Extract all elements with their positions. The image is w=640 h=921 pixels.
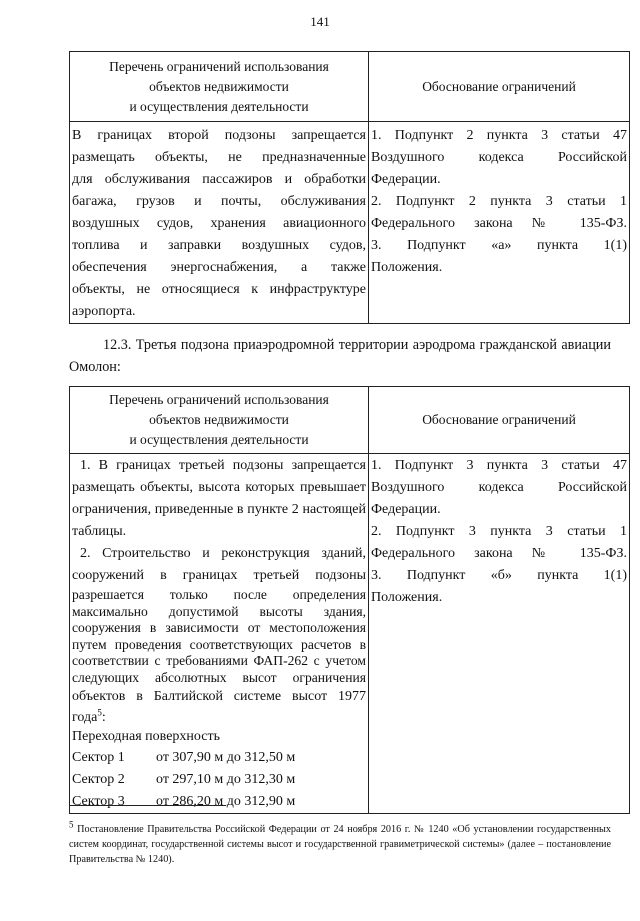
text-line <box>72 708 366 727</box>
header-line: и осуществления деятельности <box>129 432 309 447</box>
restrictions-table-zone-3 <box>69 386 630 814</box>
table-header-row <box>70 52 630 122</box>
header-justification: Обоснование ограничений <box>369 387 630 454</box>
sector-name: Сектор 1 <box>72 750 125 765</box>
text-line: 1. В границах третьей подзоны запрещается <box>80 458 366 473</box>
sector-row <box>72 769 366 791</box>
sector-range: от 286,20 м до 312,90 м <box>156 794 296 809</box>
text-line: сооружений в границах третьей подзоны <box>72 568 366 583</box>
text-line: Федерального закона № 135-ФЗ. <box>371 216 627 231</box>
header-line: объектов недвижимости <box>149 78 289 94</box>
text-line: Воздушного кодекса Российской <box>371 480 627 495</box>
text-line: следующих абсолютных высот ограничения <box>72 669 366 685</box>
footnote-separator <box>69 805 226 806</box>
section-heading: 12.3. Третья подзона приаэродромной территории аэродрома гражданской авиации Омолон: <box>69 337 611 375</box>
text-line: багажа, грузов и почты, обслуживания <box>72 194 366 209</box>
text-line: 1. Подпункт 2 пункта 3 статьи 47 <box>371 128 627 143</box>
text-line: Федерации. <box>371 172 441 187</box>
sector-row <box>72 791 366 813</box>
text-line: Федерального закона № 135-ФЗ. <box>371 546 627 561</box>
header-line: и осуществления деятельности <box>129 98 309 114</box>
text-line: объекты, не относящиеся к инфраструктуре <box>72 282 366 297</box>
text-fragment: : <box>101 710 106 725</box>
header-line: объектов недвижимости <box>149 412 289 427</box>
text-line: ограничения, приведенные в пункте 2 настоящей <box>72 502 366 517</box>
text-line: размещать объекты, не предназначенные <box>72 150 366 165</box>
text-line: путем проведения соответствующих расчетов в <box>72 636 366 652</box>
text-fragment: года <box>72 710 98 725</box>
text-line: 2. Подпункт 3 пункта 3 статьи 1 <box>371 524 627 539</box>
text-line: Федерации. <box>371 502 441 517</box>
sector-name: Сектор 3 <box>72 794 125 809</box>
header-line: Перечень ограничений использования <box>109 58 329 74</box>
footnote-mark: 5 <box>69 819 74 830</box>
text-line: топлива и заправки воздушных судов, <box>72 238 366 253</box>
text-line: 1. Подпункт 3 пункта 3 статьи 47 <box>371 458 627 473</box>
header-restrictions <box>70 52 369 122</box>
footnote-text: Постановление Правительства Российской Федерации от 24 ноября 2016 г. № 1240 «Об установлении государственных систем координат, государственной системы высот и государственной гравиметрической системы» (далее – постановление Правительства № 1240). <box>69 824 611 865</box>
justification-text <box>369 454 630 814</box>
text-line: аэропорта. <box>72 304 136 319</box>
text-line: 3. Подпункт «б» пункта 1(1) <box>371 568 627 583</box>
footnote-ref: 5 <box>97 707 102 718</box>
text-line: В границах второй подзоны запрещается <box>72 128 366 143</box>
footnote <box>69 819 611 867</box>
text-line: для обслуживания пассажиров и обработки <box>72 172 366 187</box>
transition-surface-label: Переходная поверхность <box>72 729 220 744</box>
sector-row <box>72 747 366 769</box>
table-row <box>70 454 630 814</box>
text-line: Положения. <box>371 260 443 275</box>
header-line: Перечень ограничений использования <box>109 392 329 407</box>
text-line: воздушных судов, хранения авиационного <box>72 216 366 231</box>
text-line: 2. Подпункт 2 пункта 3 статьи 1 <box>371 194 627 209</box>
text-line: максимально допустимой высоты здания, <box>72 603 366 619</box>
restriction-text <box>70 122 369 324</box>
text-line: Положения. <box>371 590 443 605</box>
sector-name: Сектор 2 <box>72 772 125 787</box>
table-row <box>70 122 630 324</box>
text-line: 2. Строительство и реконструкция зданий, <box>80 546 366 561</box>
text-line: обеспечения энергоснабжения, а также <box>72 260 366 275</box>
restriction-text <box>70 454 369 814</box>
page-number: 141 <box>310 14 330 29</box>
text-line: таблицы. <box>72 524 127 539</box>
text-line: размещать объекты, высота которых превышает <box>72 480 366 495</box>
header-restrictions <box>70 387 369 454</box>
text-line: соответствии с требованиями ФАП-262 с учетом <box>72 653 366 668</box>
text-line: объектов в Балтийской системе высот 1977 <box>72 689 366 704</box>
header-justification: Обоснование ограничений <box>369 52 630 122</box>
text-line: разрешается только после определения <box>72 587 366 602</box>
sector-range: от 307,90 м до 312,50 м <box>156 750 296 765</box>
restrictions-table-zone-2 <box>69 51 630 324</box>
text-line: 3. Подпункт «а» пункта 1(1) <box>371 238 627 253</box>
table-header-row <box>70 387 630 454</box>
text-line: сооружения в зависимости от местоположения <box>72 620 366 635</box>
text-line: Воздушного кодекса Российской <box>371 150 627 165</box>
sector-range: от 297,10 м до 312,30 м <box>156 772 296 787</box>
justification-text <box>369 122 630 324</box>
